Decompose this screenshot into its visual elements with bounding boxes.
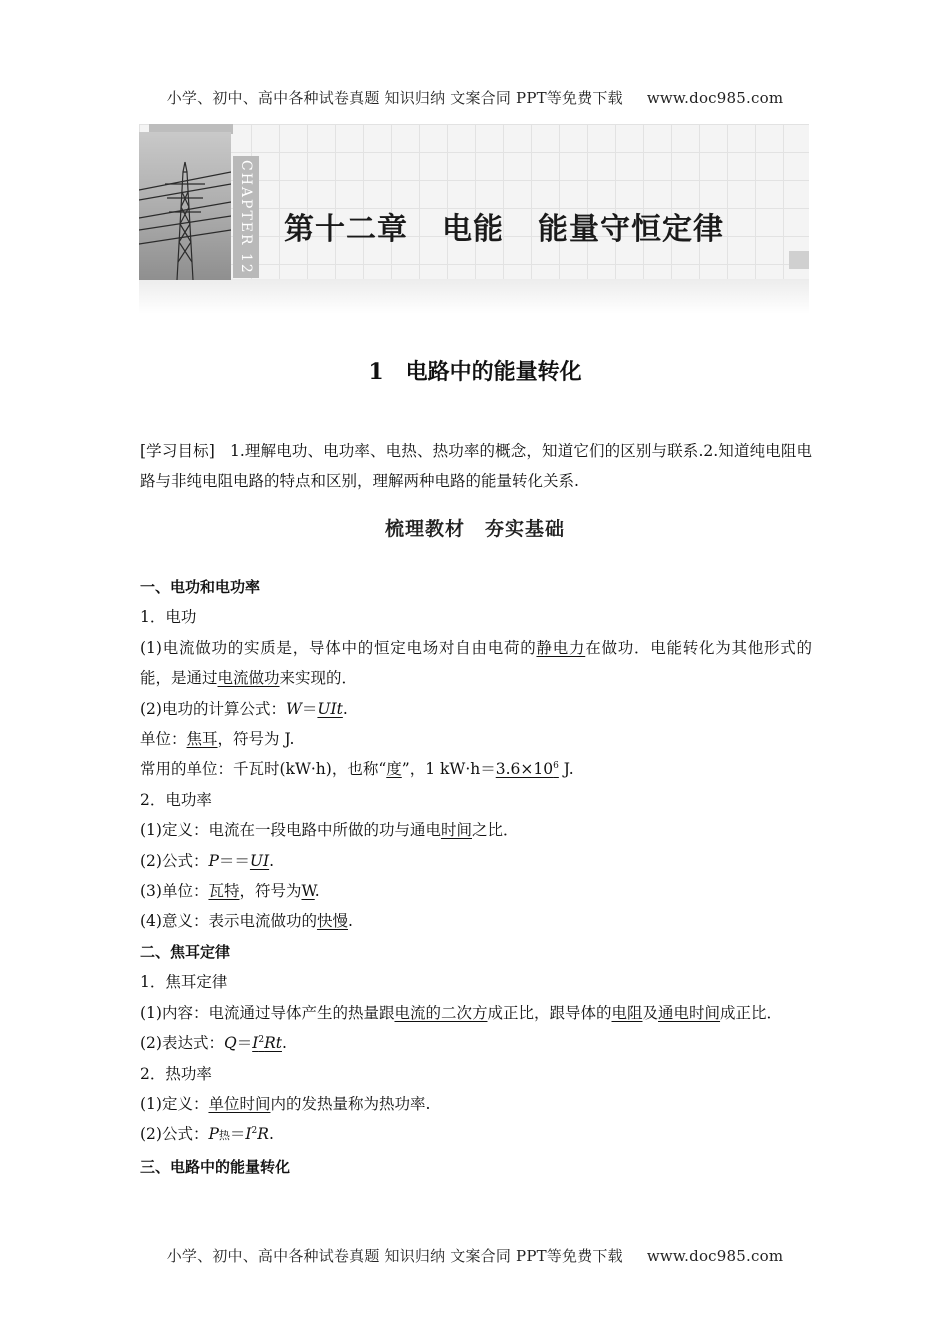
text: .	[342, 699, 348, 718]
text: 来实现的．	[279, 669, 358, 688]
text: 及	[642, 1003, 659, 1022]
subheading-joule-law: 1．焦耳定律	[140, 973, 228, 992]
chapter-title	[284, 204, 724, 248]
superscript: 6	[553, 761, 559, 772]
paragraph	[140, 633, 812, 694]
goals-text: 1.理解电功、电功率、电热、热功率的概念，知道它们的区别与联系.2.知道纯电阻电路与非纯电阻电路的特点和区别，理解两种电路的能量转化关系.	[140, 442, 812, 490]
blank-answer: 单位时间	[208, 1094, 271, 1113]
text: 成正比，跟导体的	[487, 1003, 612, 1022]
text: (2)电功的计算公式：	[140, 699, 286, 718]
formula: I	[245, 1125, 252, 1144]
blank-answer: 度	[386, 760, 402, 779]
chapter-title-c: 能量守恒定律	[538, 212, 724, 247]
blank-answer: 电流做功	[217, 669, 280, 688]
text: .	[268, 1125, 274, 1144]
sub-heading: 梳理教材 夯实基础	[384, 518, 565, 540]
formula: Q	[223, 1034, 237, 1053]
chapter-strip	[233, 156, 259, 278]
power-tower-photo	[139, 132, 231, 280]
text: (1)定义：	[140, 1094, 209, 1113]
paragraph	[140, 1089, 812, 1119]
blank-answer: 电流的二次方	[394, 1003, 488, 1022]
blank-answer	[252, 1034, 282, 1052]
paragraph	[140, 815, 812, 845]
blank-answer: UIt	[317, 699, 343, 718]
text: ＝＝	[218, 851, 250, 870]
text: 成正比．	[720, 1003, 783, 1022]
paragraph	[140, 998, 812, 1028]
text: (1)电流做功的实质是，导体中的恒定电场对自由电荷的	[140, 638, 537, 657]
section-title	[0, 355, 950, 386]
text: 单位：	[140, 730, 187, 749]
superscript: 2	[251, 1126, 258, 1137]
chapter-title-b: 电能	[442, 212, 504, 247]
text: 3.6×10	[495, 760, 554, 779]
chapter-label: CHAPTER 12	[238, 159, 254, 275]
paragraph	[140, 906, 812, 936]
blank-answer: 通电时间	[658, 1003, 721, 1022]
text: 之比．	[471, 821, 519, 840]
blank-answer: W	[301, 882, 315, 901]
subscript: 热	[218, 1129, 230, 1143]
formula: Rt	[264, 1034, 282, 1053]
text: ”，1 kW·h＝	[401, 760, 496, 779]
text: 常用的单位：千瓦时(kW·h)，也称“	[140, 760, 387, 779]
learning-goals	[140, 436, 812, 496]
heading-3: 三、电路中的能量转化	[140, 1157, 291, 1176]
blank-answer: 快慢	[316, 912, 348, 931]
text: (2)公式：	[140, 851, 209, 870]
banner-corner	[789, 251, 809, 269]
section-number: 1	[368, 359, 384, 385]
blank-answer: 瓦特	[208, 882, 240, 901]
blank-answer: 焦耳	[186, 730, 218, 749]
text: 内的发热量称为热功率.	[270, 1094, 431, 1113]
text: (2)表达式：	[140, 1034, 224, 1053]
blank-answer: 电阻	[611, 1003, 643, 1022]
banner-shadow	[139, 279, 809, 314]
text: ＝	[236, 1034, 253, 1053]
formula: P	[208, 1125, 219, 1144]
paragraph	[140, 876, 812, 906]
heading-1: 一、电功和电功率	[140, 578, 261, 596]
section-title-text: 电路中的能量转化	[405, 360, 582, 385]
text: ，符号为 J.	[217, 730, 295, 749]
text: (1)定义：电流在一段电路中所做的功与通电	[140, 821, 441, 840]
text: (2)公式：	[140, 1125, 209, 1144]
paragraph	[140, 724, 812, 754]
blank-answer: 静电力	[536, 638, 586, 657]
paragraph	[140, 1119, 812, 1151]
text: (4)意义：表示电流做功的	[140, 912, 317, 931]
formula: W	[285, 699, 302, 718]
superscript: 2	[258, 1034, 265, 1045]
footer-site: www.doc985.com	[646, 1247, 784, 1265]
text: ＝	[301, 699, 318, 718]
text: .	[347, 912, 353, 931]
text: ，符号为	[239, 882, 302, 901]
formula: R	[257, 1125, 269, 1144]
heading-2: 二、焦耳定律	[140, 942, 231, 961]
formula: I	[252, 1034, 259, 1053]
header-text: 小学、初中、高中各种试卷真题 知识归纳 文案合同 PPT等免费下载	[166, 89, 623, 107]
subheading-electric-work: 1．电功	[140, 608, 197, 627]
text: .	[314, 882, 320, 901]
goals-tag: [学习目标]	[140, 442, 215, 460]
footer-text: 小学、初中、高中各种试卷真题 知识归纳 文案合同 PPT等免费下载	[166, 1247, 623, 1265]
text: 在做功．电能转化为其他形式的能，是通过	[140, 638, 812, 688]
text: (3)单位：	[140, 882, 209, 901]
formula: P	[208, 851, 219, 870]
paragraph	[140, 754, 812, 784]
blank-answer: 时间	[440, 821, 472, 840]
page-footer	[0, 1245, 950, 1266]
chapter-title-a: 第十二章	[284, 212, 408, 247]
chapter-banner	[139, 124, 809, 314]
subheading-heat-power: 2．热功率	[140, 1064, 212, 1083]
paragraph	[140, 1028, 812, 1058]
blank-answer: UI	[249, 851, 270, 870]
paragraph	[140, 694, 812, 724]
header-site: www.doc985.com	[646, 89, 784, 107]
text: J.	[558, 760, 574, 779]
page-header	[0, 87, 950, 108]
text: ＝	[229, 1125, 246, 1144]
blank-answer	[496, 760, 559, 778]
power-tower-icon	[139, 132, 231, 280]
text: .	[269, 851, 275, 870]
text: (1)内容：电流通过导体产生的热量跟	[140, 1003, 395, 1022]
text: .	[281, 1034, 287, 1053]
paragraph	[140, 846, 812, 876]
subheading-electric-power: 2．电功率	[140, 790, 212, 809]
main-content	[140, 572, 812, 1182]
